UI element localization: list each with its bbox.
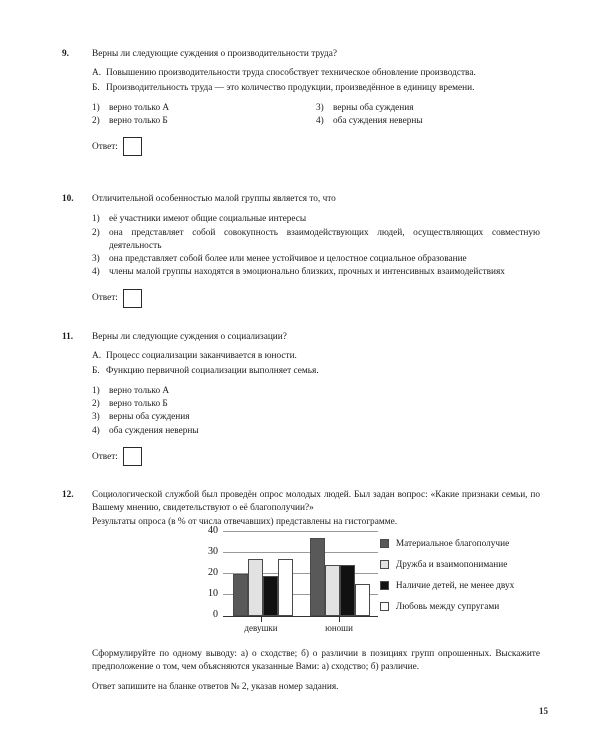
legend-label-friendship: Дружба и взаимопонимание xyxy=(395,559,508,570)
option-1-number: 1) xyxy=(92,385,100,396)
option-3[interactable] xyxy=(92,411,540,424)
statement-b-letter: Б. xyxy=(92,82,100,93)
bar-devushki-friendship xyxy=(248,559,263,616)
option-1-text: верно только А xyxy=(109,102,170,113)
x-label-yunoshi: юноши xyxy=(325,623,353,633)
legend-item-friendship xyxy=(380,554,542,575)
option-2-text: верно только Б xyxy=(109,399,168,410)
option-3-number: 3) xyxy=(92,412,100,423)
option-2-number: 2) xyxy=(92,116,100,127)
legend-label-love: Любовь между супругами xyxy=(395,601,500,612)
question-9 xyxy=(62,48,540,156)
question-9-options-right-column xyxy=(316,102,540,129)
bar-yunoshi-material xyxy=(310,538,325,616)
option-1[interactable] xyxy=(92,102,316,115)
bar-yunoshi-love xyxy=(355,584,370,616)
legend-swatch-icon-material xyxy=(380,539,389,548)
option-2-text: она представляет собой совокупность взаимодействующих людей, осуществляющих совместную деятельность xyxy=(109,227,540,251)
legend-label-children: Наличие детей, не менее двух xyxy=(395,580,515,591)
bar-group-devushki xyxy=(223,531,302,616)
question-11-number: 11. xyxy=(62,332,74,342)
statement-a-letter: А. xyxy=(92,351,102,362)
answer-label: Ответ: xyxy=(92,141,118,152)
question-11-answer-row xyxy=(92,447,540,466)
option-4[interactable] xyxy=(92,266,540,279)
bar-devushki-children xyxy=(263,576,278,616)
option-2-text: верно только Б xyxy=(109,116,168,127)
statement-b xyxy=(92,365,540,378)
question-12-number: 12. xyxy=(62,490,74,500)
question-12-tail-paragraph-1: Сформулируйте по одному выводу: а) о сходстве; б) о различии в позициях групп опрошенных. Выскажите предположение о том, чем объясняются указанные Вами: а) сходство; б) различие. xyxy=(92,649,540,673)
question-12-header xyxy=(62,489,540,516)
chart-legend xyxy=(376,531,542,637)
question-10-options xyxy=(92,213,540,279)
question-9-header xyxy=(62,48,540,61)
option-4[interactable] xyxy=(92,425,540,438)
option-1[interactable] xyxy=(92,385,540,398)
question-12-tail xyxy=(92,648,540,694)
option-4-number: 4) xyxy=(92,267,100,278)
bar-groups xyxy=(223,531,378,616)
option-3-number: 3) xyxy=(316,102,324,113)
statement-b-text: Производительность труда — это количество продукции, произведённое в единицу времени. xyxy=(106,82,475,93)
option-4-text: оба суждения неверны xyxy=(333,116,423,127)
statement-b xyxy=(92,82,540,95)
bar-group-yunoshi xyxy=(302,531,379,616)
legend-item-love xyxy=(380,596,542,617)
question-10-stem: Отличительной особенностью малой группы является то, что xyxy=(92,194,336,204)
answer-label: Ответ: xyxy=(92,451,118,462)
option-4-text: члены малой группы находятся в эмоционально близких, прочных и интенсивных взаимодействиях xyxy=(109,267,505,278)
y-tick-label-30: 30 xyxy=(208,546,218,557)
question-10-body xyxy=(92,213,540,307)
option-4-number: 4) xyxy=(316,116,324,127)
option-2-number: 2) xyxy=(92,227,100,238)
option-4-text: оба суждения неверны xyxy=(109,425,199,436)
question-9-stem: Верны ли следующие суждения о производительности труда? xyxy=(92,49,337,59)
x-label-devushki: девушки xyxy=(244,623,278,633)
answer-input-box[interactable] xyxy=(123,289,142,308)
answer-label: Ответ: xyxy=(92,293,118,304)
option-1-number: 1) xyxy=(92,214,100,225)
chart-plot-area xyxy=(196,525,376,637)
question-10-answer-row xyxy=(92,289,540,308)
question-11-options xyxy=(92,385,540,438)
option-3[interactable] xyxy=(316,102,540,115)
question-9-options-left-column xyxy=(92,102,316,129)
legend-swatch-icon-friendship xyxy=(380,560,389,569)
x-axis-labels xyxy=(223,622,378,636)
question-12-stem-line2: Результаты опроса (в % от числа отвечавших) представлены на гистограмме. xyxy=(92,516,398,527)
y-tick-label-20: 20 xyxy=(208,567,218,578)
option-3[interactable] xyxy=(92,253,540,266)
option-3-number: 3) xyxy=(92,254,100,265)
question-9-answer-row xyxy=(92,137,540,156)
question-10-number: 10. xyxy=(62,194,74,204)
option-2[interactable] xyxy=(92,398,540,411)
legend-item-material xyxy=(380,533,542,554)
question-12-stem: Социологической службой был проведён опрос молодых людей. Был задан вопрос: «Какие признаки семьи, по Вашему мнению, свидетельствуют о её благополучии?» xyxy=(92,490,540,514)
statement-a-text: Повышению производительности труда способствует техническое обновление производства. xyxy=(106,68,476,79)
option-1-number: 1) xyxy=(92,102,100,113)
legend-swatch-icon-love xyxy=(380,602,389,611)
option-2-number: 2) xyxy=(92,399,100,410)
answer-input-box[interactable] xyxy=(123,447,142,466)
statement-a-letter: А. xyxy=(92,68,102,79)
statement-a xyxy=(92,67,540,80)
page-number: 15 xyxy=(539,706,548,716)
y-tick-label-10: 10 xyxy=(208,588,218,599)
survey-histogram xyxy=(196,525,542,637)
question-10 xyxy=(62,193,540,308)
question-9-number: 9. xyxy=(62,49,69,59)
option-2[interactable] xyxy=(92,227,540,254)
option-2[interactable] xyxy=(92,115,316,128)
bar-devushki-love xyxy=(278,559,293,616)
option-4[interactable] xyxy=(316,115,540,128)
legend-label-material: Материальное благополучие xyxy=(395,538,510,549)
plot xyxy=(223,531,378,617)
option-3-text: верны оба суждения xyxy=(109,412,190,423)
question-9-body xyxy=(92,67,540,156)
question-11-body xyxy=(92,350,540,466)
statement-b-text: Функцию первичной социализации выполняет семья. xyxy=(106,365,319,376)
statement-b-letter: Б. xyxy=(92,365,100,376)
question-10-header xyxy=(62,193,540,206)
option-1-text: её участники имеют общие социальные интересы xyxy=(109,214,307,225)
statement-a xyxy=(92,350,540,363)
legend-item-children xyxy=(380,575,542,596)
question-11-header xyxy=(62,331,540,344)
option-1-text: верно только А xyxy=(109,385,170,396)
y-axis-labels xyxy=(196,525,218,620)
question-12-tail-paragraph-2: Ответ запишите на бланке ответов № 2, указав номер задания. xyxy=(92,681,339,692)
bar-yunoshi-friendship xyxy=(325,565,340,616)
bar-yunoshi-children xyxy=(340,565,355,616)
question-11 xyxy=(62,331,540,466)
question-11-stem: Верны ли следующие суждения о социализации? xyxy=(92,332,287,342)
option-3-text: она представляет собой более или менее устойчивое и целостное социальное образование xyxy=(109,254,467,265)
y-tick-label-0: 0 xyxy=(213,609,218,620)
question-12 xyxy=(62,489,540,529)
legend-swatch-icon-children xyxy=(380,581,389,590)
question-9-options xyxy=(92,102,540,129)
y-tick-label-40: 40 xyxy=(208,525,218,536)
option-1[interactable] xyxy=(92,213,540,226)
option-4-number: 4) xyxy=(92,425,100,436)
bar-devushki-material xyxy=(233,574,248,616)
option-3-text: верны оба суждения xyxy=(333,102,414,113)
statement-a-text: Процесс социализации заканчивается в юности. xyxy=(106,351,297,362)
answer-input-box[interactable] xyxy=(123,137,142,156)
